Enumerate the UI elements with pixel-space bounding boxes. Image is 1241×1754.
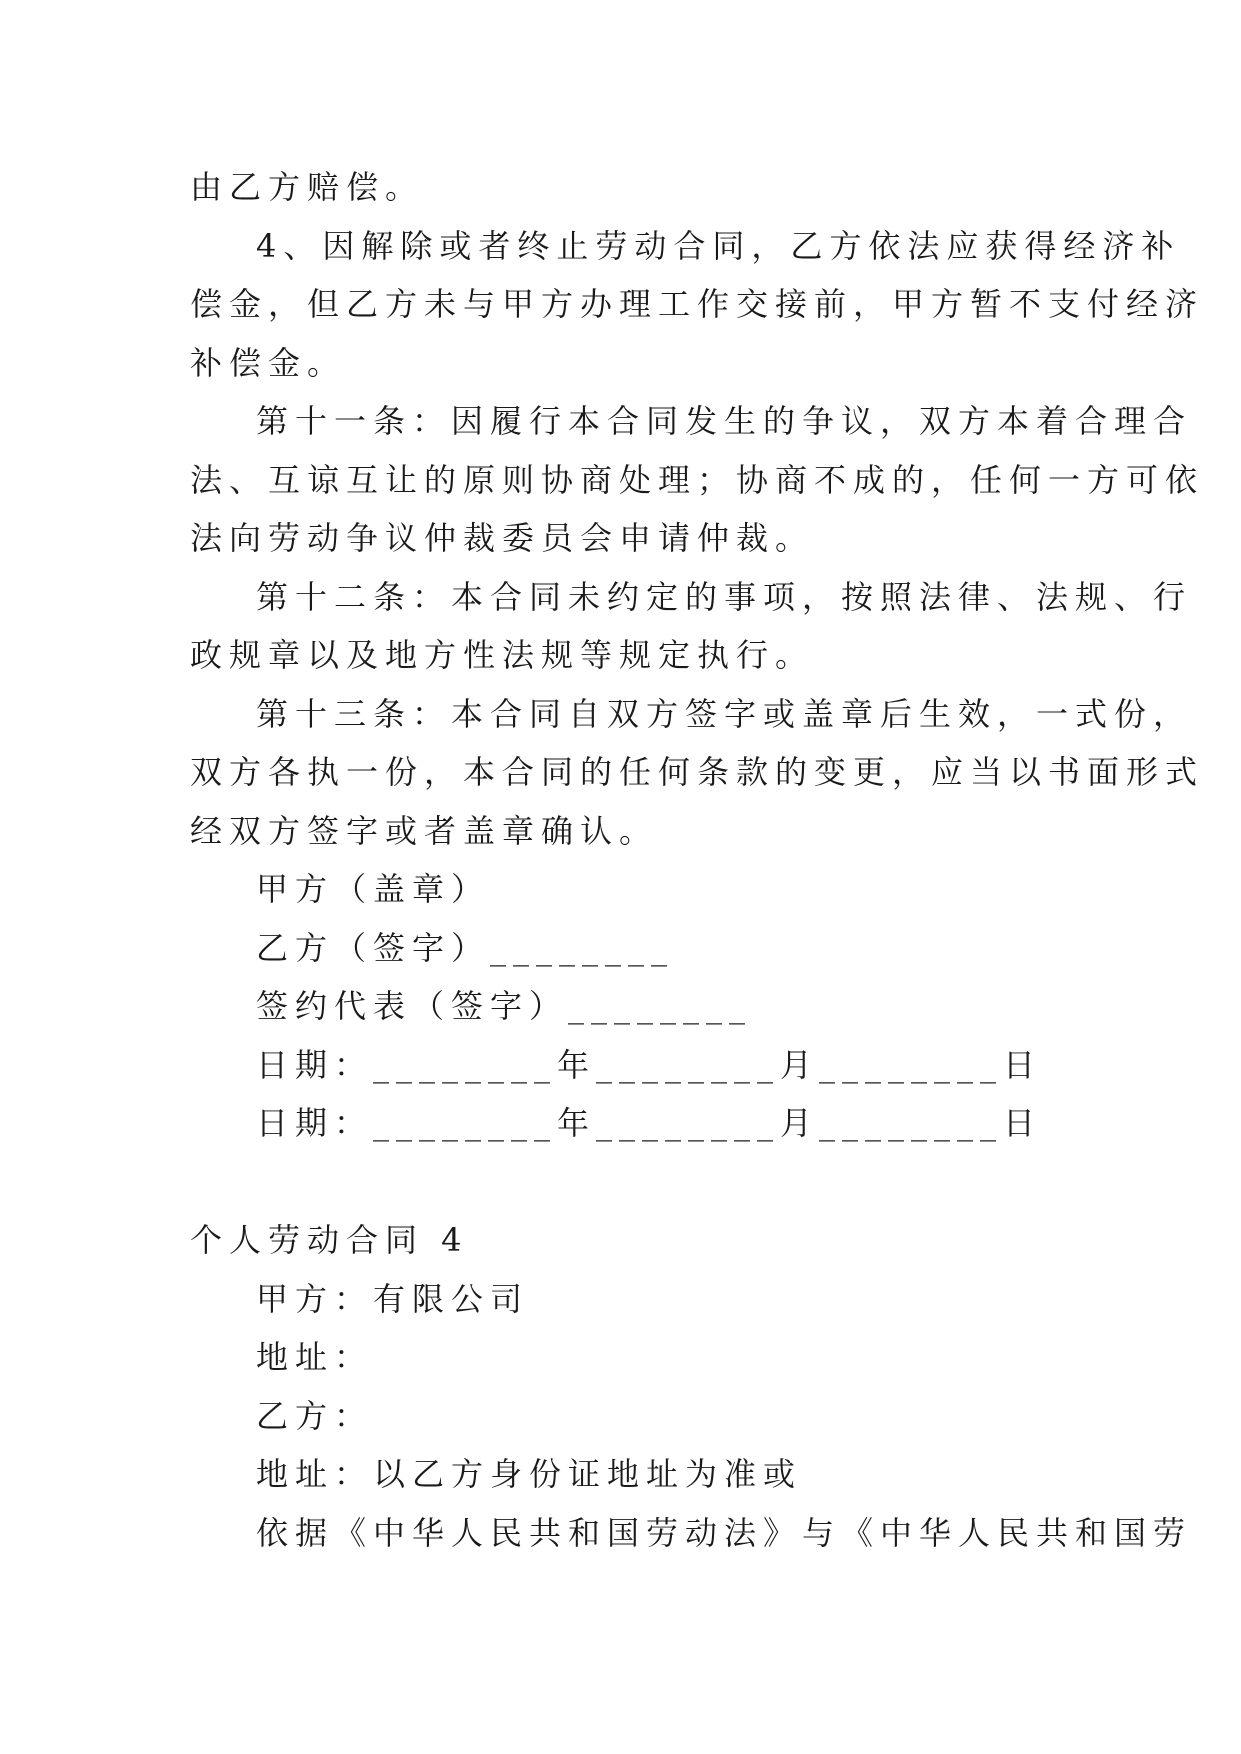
signature-line-party-a: 甲方（盖章） <box>256 870 491 908</box>
document-body <box>190 158 1205 1562</box>
date-line: 日期：________年________月________日 <box>256 1045 1043 1084</box>
text-line: 政规章以及地方性法规等规定执行。 <box>190 636 815 674</box>
section-heading: 个人劳动合同 4 <box>190 1221 469 1259</box>
text-line: 乙方： <box>256 1396 374 1435</box>
text-line: 第十二条：本合同未约定的事项，按照法律、法规、行 <box>256 577 1193 616</box>
signature-line-representative: 签约代表（签字）________ <box>256 987 753 1025</box>
text-line: 依据《中华人民共和国劳动法》与《中华人民共和国劳 <box>256 1513 1193 1552</box>
blank-line <box>190 1153 1070 1212</box>
signature-line-party-b: 乙方（签字）________ <box>256 928 675 967</box>
text-line: 双方各执一份，本合同的任何条款的变更，应当以书面形式 <box>190 753 1205 791</box>
text-line: 地址： <box>256 1338 374 1376</box>
text-line: 甲方：有限公司 <box>256 1279 530 1318</box>
text-line: 地址：以乙方身份证地址为准或 <box>256 1455 803 1493</box>
text-line: 法向劳动争议仲裁委员会申请仲裁。 <box>190 519 815 557</box>
text-line: 法、互谅互让的原则协商处理；协商不成的，任何一方可依 <box>190 460 1205 499</box>
text-line: 由乙方赔偿。 <box>190 168 425 206</box>
text-line: 第十一条：因履行本合同发生的争议，双方本着合理合 <box>256 402 1193 440</box>
text-line: 4、因解除或者终止劳动合同，乙方依法应获得经济补 <box>256 226 1181 265</box>
text-line: 偿金，但乙方未与甲方办理工作交接前，甲方暂不支付经济 <box>190 285 1205 323</box>
date-line: 日期：________年________月________日 <box>256 1104 1043 1142</box>
text-line: 经双方签字或者盖章确认。 <box>190 811 659 850</box>
text-line: 补偿金。 <box>190 343 347 382</box>
text-line: 第十三条：本合同自双方签字或盖章后生效，一式份， <box>256 694 1193 733</box>
